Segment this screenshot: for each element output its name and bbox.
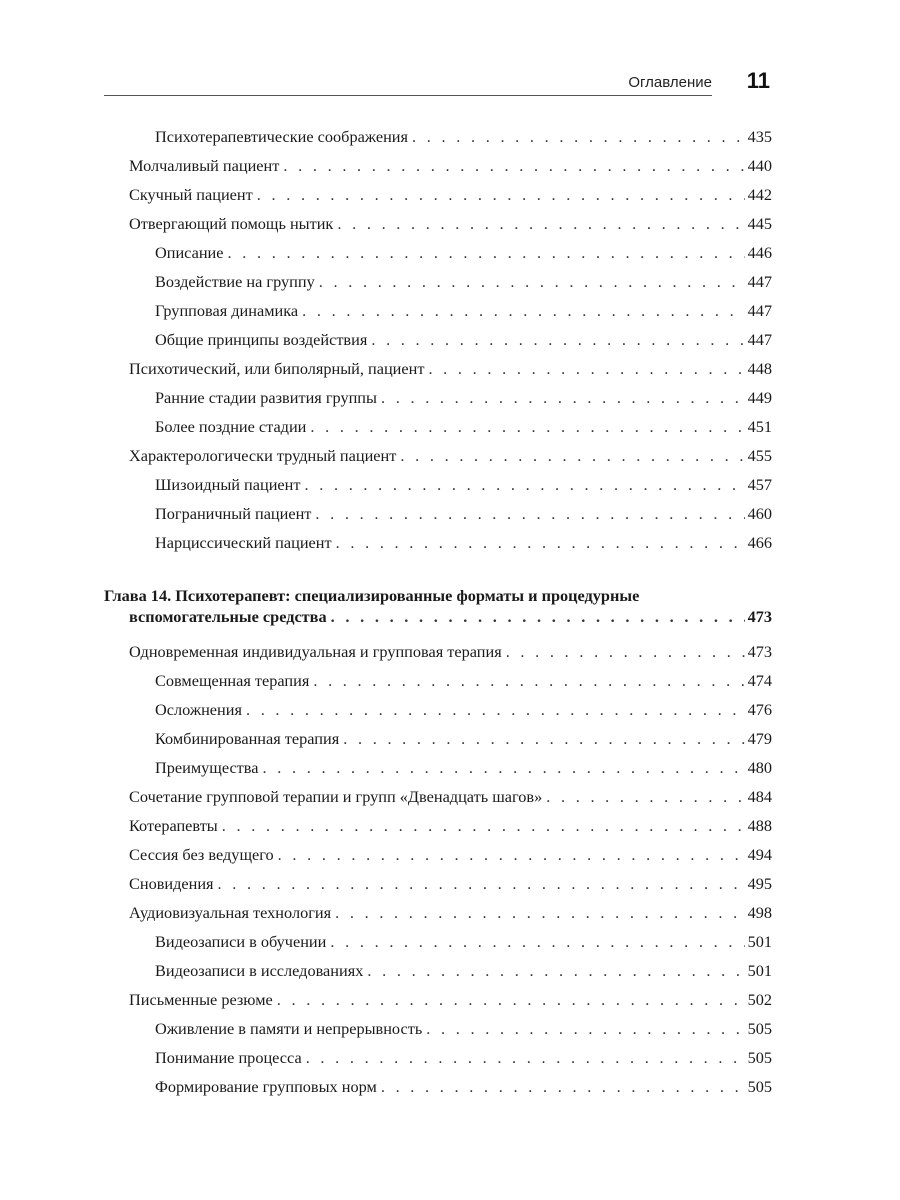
toc-subsection: [155, 474, 772, 496]
toc-entry-page: 460: [747, 504, 772, 523]
dot-leader: [428, 358, 744, 380]
toc-entry-label: Характерологически трудный пациент: [129, 446, 397, 465]
toc-entry-label: Психотический, или биполярный, пациент: [129, 359, 425, 378]
toc-entry-page: 449: [747, 388, 772, 407]
chapter-heading-continuation: [129, 606, 772, 628]
toc-entry-page: 447: [747, 330, 772, 349]
toc-subsection: [155, 387, 772, 409]
dot-leader: [283, 155, 744, 177]
dot-leader: [426, 1018, 744, 1040]
toc-entry-page: 501: [747, 932, 772, 951]
toc-entry-page: 505: [747, 1077, 772, 1096]
toc-entry-page: 480: [747, 758, 772, 777]
toc-entry-label: Групповая динамика: [155, 301, 299, 320]
toc-section: [129, 786, 772, 808]
dot-leader: [381, 387, 745, 409]
dot-leader: [367, 960, 744, 982]
dot-leader: [257, 184, 745, 206]
dot-leader: [277, 989, 745, 1011]
toc-entry-label: Сессия без ведущего: [129, 845, 274, 864]
toc-entry-label: Шизоидный пациент: [155, 475, 301, 494]
toc-entry-label: Совмещенная терапия: [155, 671, 310, 690]
dot-leader: [381, 1076, 745, 1098]
toc-entry-label: Воздействие на группу: [155, 272, 315, 291]
toc-section: [129, 358, 772, 380]
dot-leader: [506, 641, 745, 663]
dot-leader: [412, 126, 745, 148]
toc-entry-label: Письменные резюме: [129, 990, 273, 1009]
toc-entry-page: 479: [747, 729, 772, 748]
toc-entry-label: Ранние стадии развития группы: [155, 388, 377, 407]
toc-entry-label: Формирование групповых норм: [155, 1077, 377, 1096]
toc-entry-page: 435: [747, 127, 772, 146]
toc-subsection: [155, 670, 772, 692]
toc-entry-page: 455: [747, 446, 772, 465]
dot-leader: [336, 532, 745, 554]
toc-entry-label: Психотерапевтические соображения: [155, 127, 408, 146]
toc-entry-page: 484: [747, 787, 772, 806]
toc-subsection: [155, 931, 772, 953]
dot-leader: [331, 606, 745, 628]
toc-entry-page: 447: [747, 301, 772, 320]
running-head-title: Оглавление: [628, 74, 712, 91]
toc-entry-label: Аудиовизуальная технология: [129, 903, 332, 922]
toc-entry-page: 473: [747, 642, 772, 661]
dot-leader: [400, 445, 744, 467]
toc-section: [129, 844, 772, 866]
toc-entry-label: Скучный пациент: [129, 185, 253, 204]
dot-leader: [218, 873, 745, 895]
dot-leader: [306, 1047, 745, 1069]
toc-entry-label: Отвергающий помощь нытик: [129, 214, 334, 233]
toc-section: [129, 184, 772, 206]
toc-subsection: [155, 300, 772, 322]
toc-entry-label: Преимущества: [155, 758, 259, 777]
dot-leader: [330, 931, 744, 953]
toc-section: [129, 213, 772, 235]
toc-subsection: [155, 532, 772, 554]
toc-entry-page: 447: [747, 272, 772, 291]
toc-entry-page: 501: [747, 961, 772, 980]
toc-entry-page: 502: [747, 990, 772, 1009]
toc-subsection: [155, 126, 772, 148]
toc-entry-label: Пограничный пациент: [155, 504, 312, 523]
dot-leader: [337, 213, 744, 235]
toc-entry-page: 457: [747, 475, 772, 494]
dot-leader: [335, 902, 744, 924]
toc-subsection: [155, 329, 772, 351]
toc-entry-page: 495: [747, 874, 772, 893]
header-rule: [104, 95, 712, 96]
toc-subsection: [155, 242, 772, 264]
toc-section: [129, 155, 772, 177]
toc-subsection: [155, 699, 772, 721]
dot-leader: [343, 728, 744, 750]
toc-section: [129, 989, 772, 1011]
toc-entry-page: 448: [747, 359, 772, 378]
toc-section: [129, 815, 772, 837]
toc-entry-label: Оживление в памяти и непрерывность: [155, 1019, 423, 1038]
toc-entry-page: 466: [747, 533, 772, 552]
toc-entry-page: 494: [747, 845, 772, 864]
toc-entry-page: 474: [747, 671, 772, 690]
toc-entry-label: вспомогательные средства: [129, 607, 327, 626]
dot-leader: [246, 699, 745, 721]
chapter-heading: Глава 14. Психотерапевт: специализированные форматы и процедурные: [104, 586, 640, 605]
dot-leader: [371, 329, 744, 351]
toc-section: [129, 641, 772, 663]
dot-leader: [278, 844, 745, 866]
toc-entry-page: 442: [747, 185, 772, 204]
toc-entry-label: Сочетание групповой терапии и групп «Двенадцать шагов»: [129, 787, 543, 806]
dot-leader: [304, 474, 744, 496]
dot-leader: [302, 300, 744, 322]
toc-section: [129, 873, 772, 895]
dot-leader: [315, 503, 744, 525]
toc-entry-page: 476: [747, 700, 772, 719]
toc-subsection: [155, 1076, 772, 1098]
toc-entry-label: Одновременная индивидуальная и групповая терапия: [129, 642, 502, 661]
toc-entry-label: Нарциссический пациент: [155, 533, 332, 552]
toc-subsection: [155, 416, 772, 438]
toc-section: [129, 445, 772, 467]
toc-subsection: [155, 271, 772, 293]
toc-entry-label: Видеозаписи в исследованиях: [155, 961, 364, 980]
dot-leader: [228, 242, 745, 264]
toc-entry-page: 473: [747, 607, 772, 626]
toc-entry-page: 505: [747, 1048, 772, 1067]
toc-entry-page: 440: [747, 156, 772, 175]
toc-entry-page: 505: [747, 1019, 772, 1038]
toc-subsection: [155, 1018, 772, 1040]
toc-entry-label: Описание: [155, 243, 224, 262]
running-head: [104, 64, 772, 98]
toc-section: [129, 902, 772, 924]
dot-leader: [222, 815, 745, 837]
toc-entry-label: Понимание процесса: [155, 1048, 302, 1067]
toc-entry-page: 446: [747, 243, 772, 262]
toc-entry-label: Молчаливый пациент: [129, 156, 280, 175]
toc-entry-page: 451: [747, 417, 772, 436]
dot-leader: [263, 757, 745, 779]
dot-leader: [319, 271, 745, 293]
toc-entry-label: Осложнения: [155, 700, 242, 719]
toc-entry-label: Сновидения: [129, 874, 214, 893]
dot-leader: [313, 670, 744, 692]
toc-subsection: [155, 503, 772, 525]
toc-entry-label: Видеозаписи в обучении: [155, 932, 327, 951]
toc-subsection: [155, 757, 772, 779]
toc-entry-page: 488: [747, 816, 772, 835]
toc-entry-label: Комбинированная терапия: [155, 729, 340, 748]
page-number: 11: [746, 68, 770, 93]
toc-entry-page: 498: [747, 903, 772, 922]
toc-subsection: [155, 728, 772, 750]
dot-leader: [310, 416, 744, 438]
toc-subsection: [155, 1047, 772, 1069]
toc-entry-label: Более поздние стадии: [155, 417, 307, 436]
dot-leader: [546, 786, 744, 808]
toc-entry-label: Котерапевты: [129, 816, 218, 835]
toc-subsection: [155, 960, 772, 982]
toc-entry-page: 445: [747, 214, 772, 233]
toc-entry-label: Общие принципы воздействия: [155, 330, 368, 349]
